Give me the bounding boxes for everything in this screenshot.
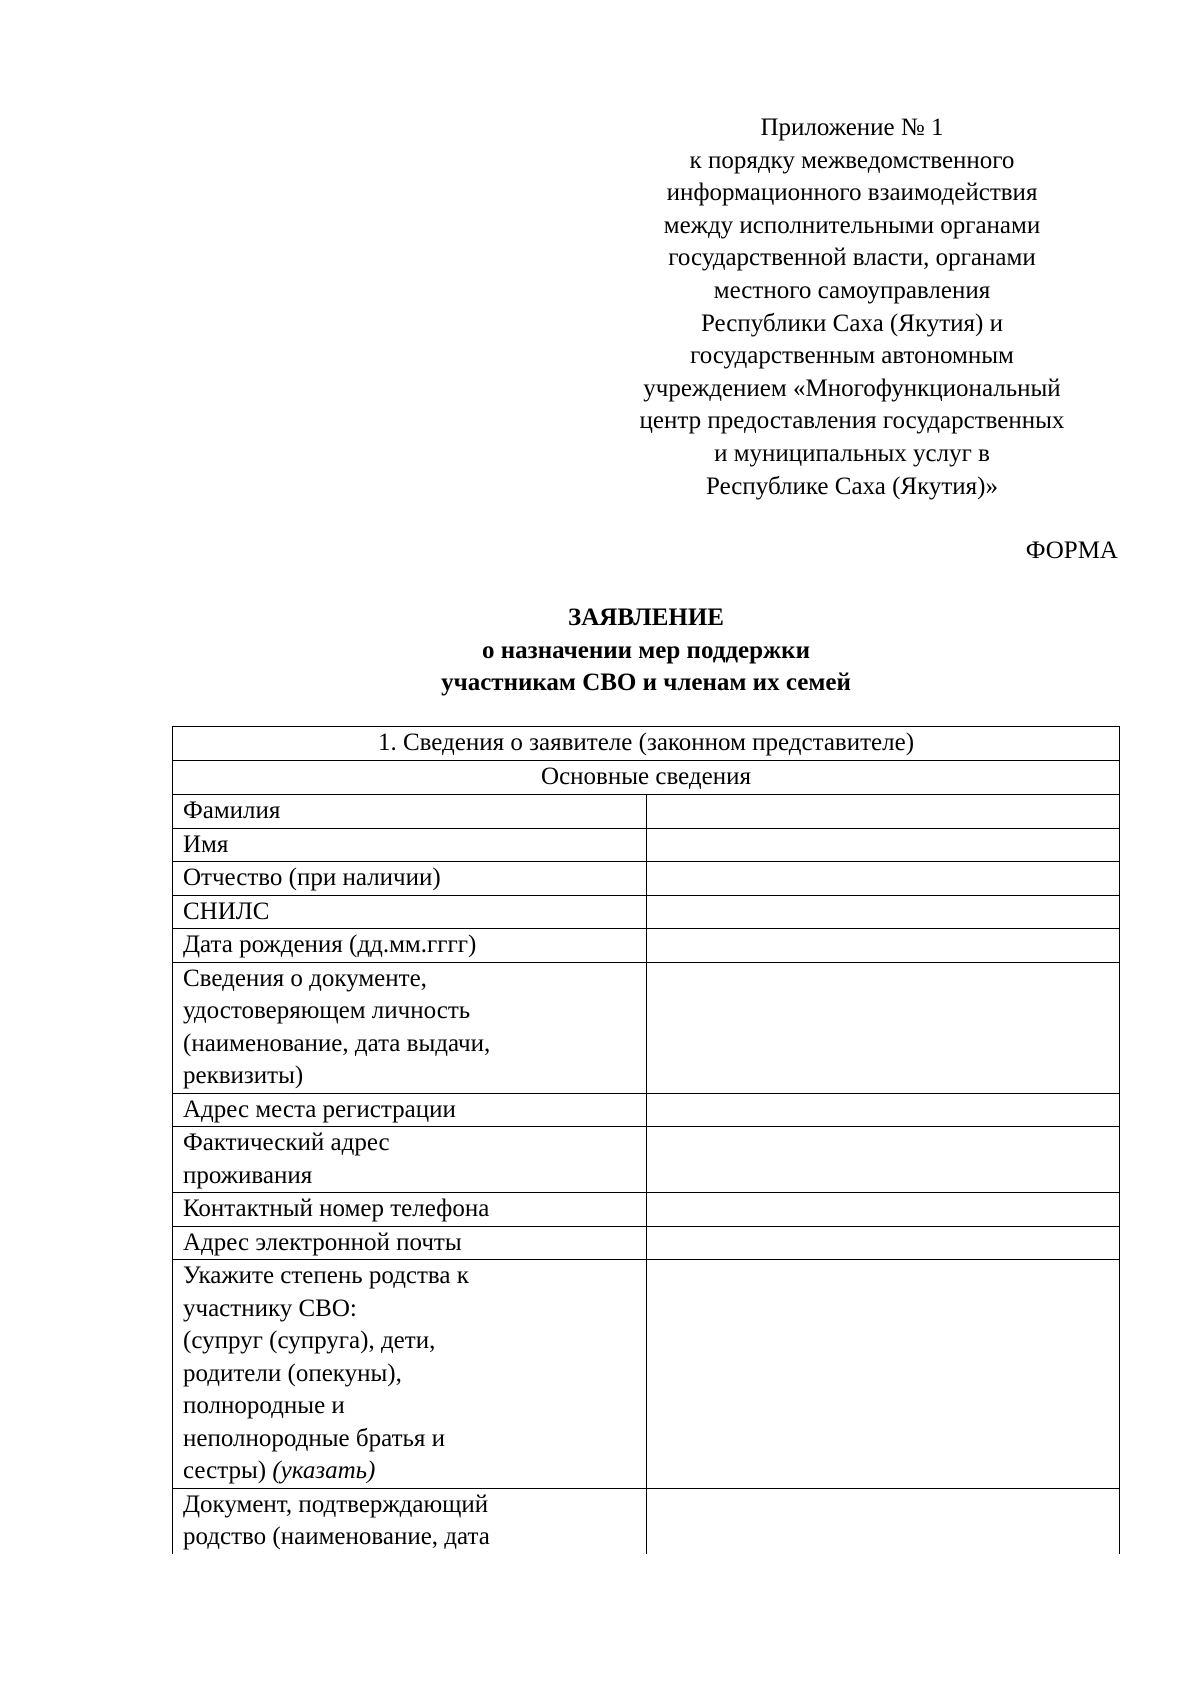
field-value[interactable]	[646, 1226, 1120, 1260]
subsection-header-row	[173, 761, 1120, 795]
field-label-line: полнородные и	[183, 1392, 345, 1419]
field-label-line: реквизиты)	[183, 1062, 304, 1089]
table-row	[173, 1093, 1120, 1127]
field-label-line: Сведения о документе,	[183, 964, 427, 992]
appendix-line: центр предоставления государственных	[639, 407, 1065, 435]
section-title: 1. Сведения о заявителе (законном представителе)	[173, 727, 1120, 761]
field-label	[173, 1226, 647, 1260]
field-label-line: неполнородные братья и	[183, 1424, 446, 1452]
field-label-line: (супруг (супруга), дети,	[183, 1327, 436, 1354]
appendix-line: учреждением «Многофункциональный	[643, 374, 1061, 402]
appendix-line: Республики Саха (Якутия) и	[700, 309, 1003, 337]
field-value[interactable]	[646, 1093, 1120, 1127]
field-label-line: удостоверяющем личность	[183, 997, 471, 1024]
field-value[interactable]	[646, 1260, 1120, 1489]
field-label	[173, 929, 647, 963]
field-value[interactable]	[646, 929, 1120, 963]
field-value[interactable]	[646, 828, 1120, 862]
table-row	[173, 1488, 1120, 1554]
appendix-header	[612, 112, 1092, 503]
field-value[interactable]	[646, 862, 1120, 896]
field-label-line: (наименование, дата выдачи,	[183, 1029, 491, 1057]
field-label	[173, 862, 647, 896]
field-label-line: Фактический адрес	[183, 1129, 390, 1156]
field-value[interactable]	[646, 962, 1120, 1093]
field-value[interactable]	[646, 1488, 1120, 1554]
table-row	[173, 1226, 1120, 1260]
field-label	[173, 1260, 647, 1489]
table-row	[173, 929, 1120, 963]
field-label-line: родство (наименование, дата	[183, 1523, 490, 1550]
document-heading	[172, 602, 1120, 700]
field-label-line: Имя	[183, 830, 229, 858]
field-label-line: проживания	[183, 1161, 313, 1189]
field-value[interactable]	[646, 895, 1120, 929]
document-subtitle: участникам СВО и членам их семей	[441, 669, 851, 696]
table-row	[173, 1260, 1120, 1489]
table-row	[173, 1193, 1120, 1227]
field-label-line: Укажите степень родства к	[183, 1262, 469, 1289]
table-row	[173, 795, 1120, 829]
field-label-line: Адрес места регистрации	[183, 1095, 456, 1123]
field-label	[173, 795, 647, 829]
field-value[interactable]	[646, 795, 1120, 829]
field-label-line: родители (опекуны),	[183, 1359, 402, 1387]
field-value[interactable]	[646, 1193, 1120, 1227]
field-note: (указать)	[272, 1457, 376, 1484]
field-label	[173, 1193, 647, 1227]
field-label-line: Документ, подтверждающий	[183, 1490, 489, 1518]
document-subtitle: о назначении мер поддержки	[482, 636, 810, 664]
field-label-line: Отчество (при наличии)	[183, 864, 441, 891]
appendix-line: Республике Саха (Якутия)»	[706, 472, 998, 500]
field-label	[173, 1093, 647, 1127]
field-label-line: Контактный номер телефона	[183, 1195, 490, 1222]
field-label	[173, 1488, 647, 1554]
field-label	[173, 1127, 647, 1193]
appendix-line: местного самоуправления	[713, 276, 991, 304]
table-row	[173, 962, 1120, 1093]
table-row	[173, 828, 1120, 862]
document-title: ЗАЯВЛЕНИЕ	[568, 604, 724, 631]
field-label	[173, 895, 647, 929]
form-label: ФОРМА	[1025, 537, 1118, 564]
field-label-line: Фамилия	[183, 797, 281, 824]
field-label-line: СНИЛС	[183, 897, 270, 925]
appendix-line: Приложение № 1	[760, 114, 944, 141]
applicant-info-table	[172, 726, 1120, 1554]
appendix-line: информационного взаимодействия	[666, 179, 1038, 207]
table-row	[173, 895, 1120, 929]
appendix-line: государственным автономным	[690, 342, 1014, 370]
field-label-line: участнику СВО:	[183, 1294, 357, 1322]
appendix-line: между исполнительными органами	[663, 211, 1041, 239]
field-label-line: Дата рождения (дд.мм.гггг)	[183, 931, 477, 958]
field-label	[173, 962, 647, 1093]
appendix-line: государственной власти, органами	[668, 244, 1036, 272]
table-row	[173, 862, 1120, 896]
section-header-row	[173, 727, 1120, 761]
appendix-line: и муниципальных услуг в	[714, 439, 990, 467]
field-label-line: Адрес электронной почты	[183, 1228, 462, 1256]
appendix-line: к порядку межведомственного	[689, 146, 1015, 174]
table-row	[173, 1127, 1120, 1193]
field-label-line: сестры)	[183, 1457, 267, 1484]
field-label	[173, 828, 647, 862]
subsection-title: Основные сведения	[173, 761, 1120, 795]
field-value[interactable]	[646, 1127, 1120, 1193]
